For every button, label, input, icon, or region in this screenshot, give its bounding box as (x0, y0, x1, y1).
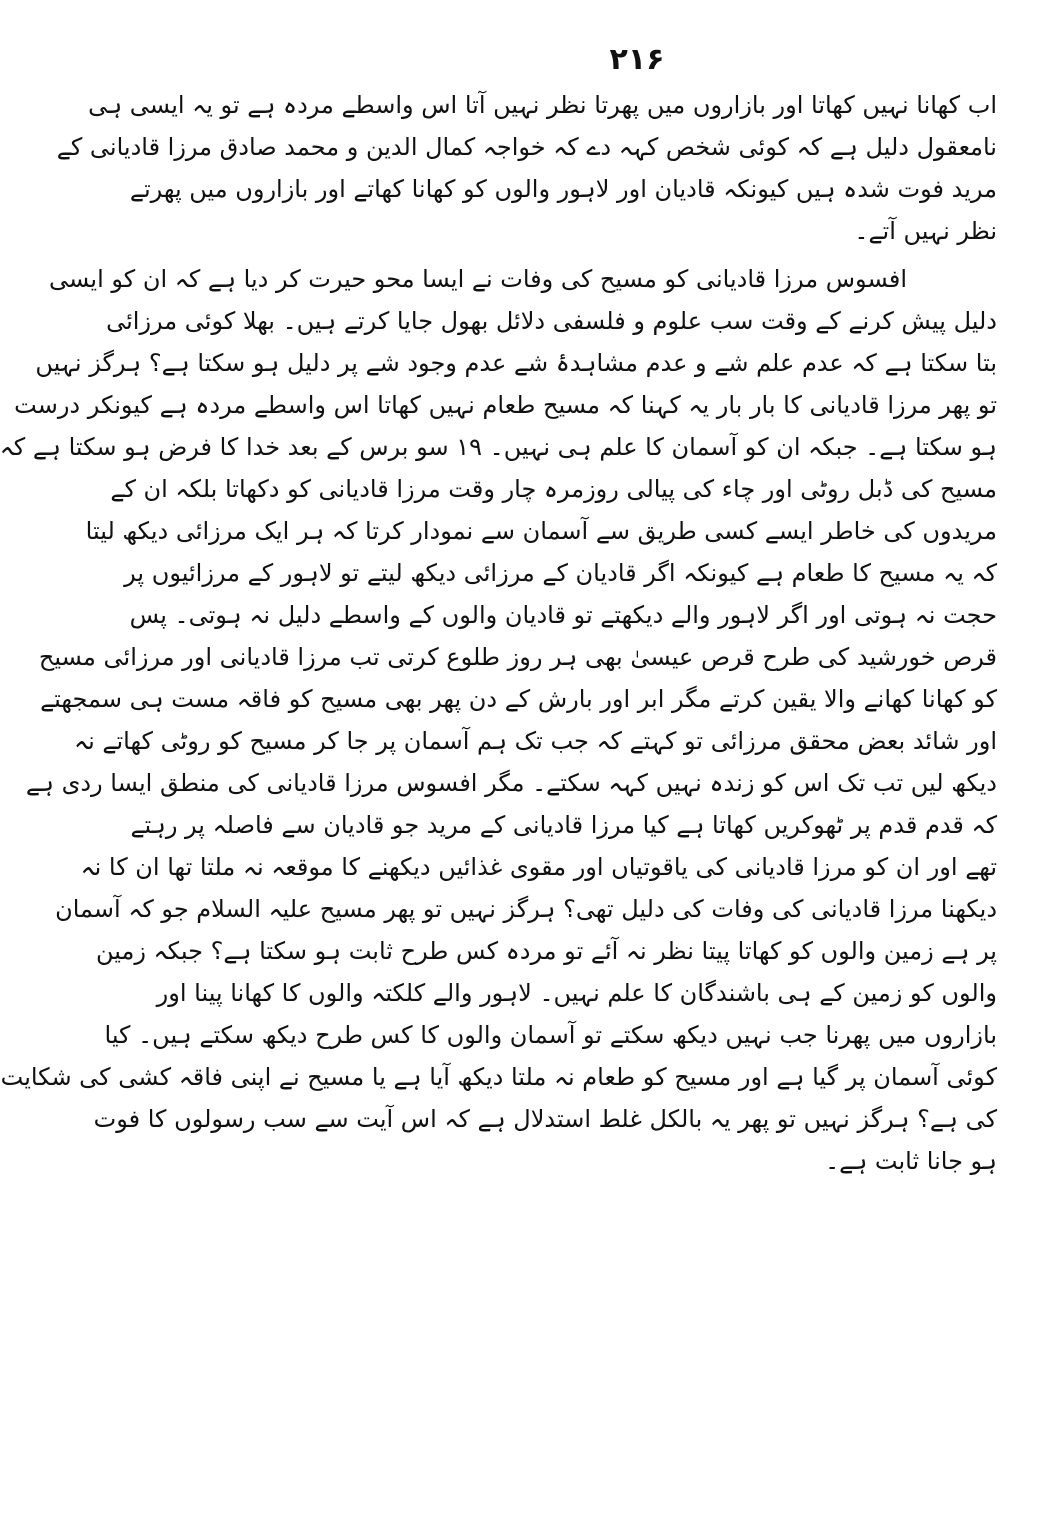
page-number: ۲۱۶ (609, 42, 665, 77)
text-line: بازاروں میں پھرنا جب نہیں دیکھ سکتے تو آسمان والوں کا کس طرح دیکھ سکتے ہیں۔ کیا (104, 1021, 997, 1049)
text-line: دلیل پیش کرنے کے وقت سب علوم و فلسفی دلائل بھول جایا کرتے ہیں۔ بھلا کوئی مرزائی (106, 307, 997, 335)
text-line: دیکھنا مرزا قادیانی کی وفات کی دلیل تھی؟ ہرگز نہیں تو پھر مسیح علیہ السلام جو کہ آسمان (55, 895, 997, 923)
text-line: پر ہے زمین والوں کو کھاتا پیتا نظر نہ آئے تو مردہ کس طرح ثابت ہو سکتا ہے؟ جبکہ زمین (95, 937, 997, 965)
text-line: قرص خورشید کی طرح قرص عیسیٰ بھی ہر روز طلوع کرتی تب مرزا قادیانی اور مرزائی مسیح (38, 643, 997, 671)
text-line: کی ہے؟ ہرگز نہیں تو پھر یہ بالکل غلط استدلال ہے کہ اس آیت سے سب رسولوں کا فوت (93, 1105, 997, 1133)
paragraph-2 (0, 258, 997, 1182)
text-line: نظر نہیں آتے۔ (854, 217, 997, 245)
body-text (0, 84, 997, 1188)
text-line: مسیح کی ڈبل روٹی اور چاء کی پیالی روزمرہ چار وقت مرزا قادیانی کو دکھاتا بلکہ ان کے (110, 475, 997, 503)
text-line: کہ یہ مسیح کا طعام ہے کیونکہ اگر قادیان کے مرزائی دیکھ لیتے تو لاہور کے مرزائیوں پر (124, 559, 997, 587)
text-line: افسوس مرزا قادیانی کو مسیح کی وفات نے ایسا محو حیرت کر دیا ہے کہ ان کو ایسی (49, 265, 907, 293)
text-line: کو کھانا کھانے والا یقین کرتے مگر ابر اور بارش کے دن پھر بھی مسیح کو فاقہ مست ہی سمجھتے (40, 685, 997, 713)
text-line: مرید فوت شدہ ہیں کیونکہ قادیان اور لاہور والوں کو کھانا کھاتے اور بازاروں میں پھرتے (129, 175, 997, 203)
text-line: ہو سکتا ہے۔ جبکہ ان کو آسمان کا علم ہی نہیں۔ ۱۹ سو برس کے بعد خدا کا فرض ہو سکتا ہے کہ (0, 433, 997, 461)
text-line: اب کھانا نہیں کھاتا اور بازاروں میں پھرتا نظر نہیں آتا اس واسطے مردہ ہے تو یہ ایسی ہی (88, 91, 997, 119)
text-line: کہ قدم قدم پر ٹھوکریں کھاتا ہے کیا مرزا قادیانی کے مرید جو قادیان سے فاصلہ پر رہتے (130, 811, 997, 839)
text-line: بتا سکتا ہے کہ عدم علم شے و عدم مشاہدۂ شے عدم وجود شے پر دلیل ہو سکتا ہے؟ ہرگز نہیں (35, 349, 997, 377)
text-line: دیکھ لیں تب تک اس کو زندہ نہیں کہہ سکتے۔ مگر افسوس مرزا قادیانی کی منطق ایسا ردی ہے (25, 769, 997, 797)
text-line: حجت نہ ہوتی اور اگر لاہور والے دیکھتے تو قادیان والوں کے واسطے دلیل نہ ہوتی۔ پس (129, 601, 997, 629)
paragraph-1 (56, 84, 997, 252)
text-line: والوں کو زمین کے ہی باشندگان کا علم نہیں۔ لاہور والے کلکتہ والوں کا کھانا پینا اور (156, 979, 997, 1007)
text-line: تھے اور ان کو مرزا قادیانی کی یاقوتیاں اور مقوی غذائیں دیکھنے کا موقعہ نہ ملتا تھا ان کا نہ (80, 853, 997, 881)
text-line: ہو جانا ثابت ہے۔ (825, 1147, 997, 1175)
text-line: تو پھر مرزا قادیانی کا بار بار یہ کہنا کہ مسیح طعام نہیں کھاتا اس واسطے مردہ ہے کیونکر درست (14, 391, 997, 419)
text-line: اور شائد بعض محقق مرزائی تو کہتے کہ جب تک ہم آسمان پر جا کر مسیح کو روٹی کھاتے نہ (74, 727, 997, 755)
text-line: مریدوں کی خاطر ایسے کسی طریق سے آسمان سے نمودار کرتا کہ ہر ایک مرزائی دیکھ لیتا (85, 517, 997, 545)
text-line: کوئی آسمان پر گیا ہے اور مسیح کو طعام نہ ملتا دیکھ آیا ہے یا مسیح نے اپنی فاقہ کشی کی شکایت (0, 1063, 997, 1091)
text-line: نامعقول دلیل ہے کہ کوئی شخص کہہ دے کہ خواجہ کمال الدین و محمد صادق مرزا قادیانی کے (56, 133, 997, 161)
